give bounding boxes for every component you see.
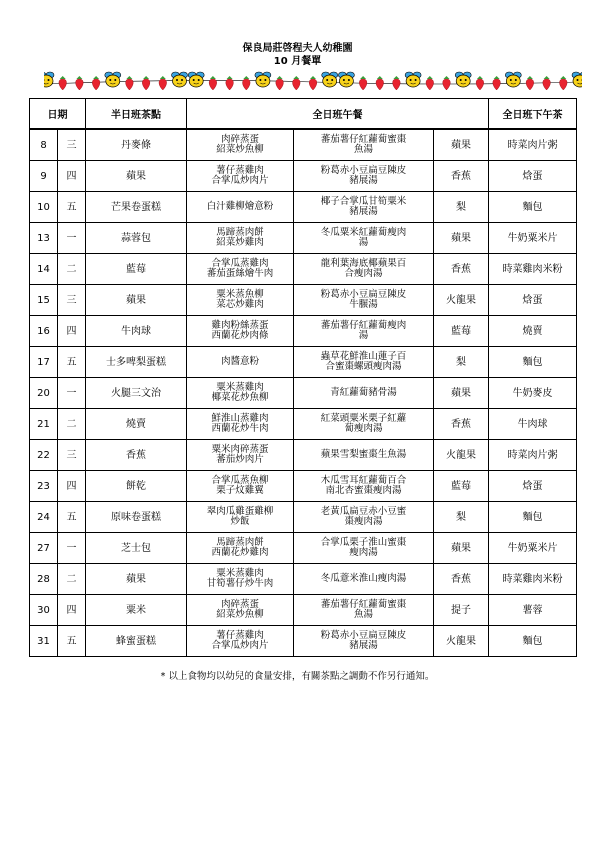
table-row xyxy=(30,440,577,471)
weekday-cell: 一 xyxy=(58,378,86,409)
lunch-dish-cell: 鮮淮山蒸雞肉 西蘭花炒牛肉 xyxy=(187,409,294,440)
table-row xyxy=(30,564,577,595)
weekday-cell: 三 xyxy=(58,285,86,316)
strawberry-icon xyxy=(560,76,568,90)
menu-table xyxy=(29,98,577,657)
header-full-day-lunch: 全日班午餐 xyxy=(187,99,489,130)
table-row xyxy=(30,533,577,564)
lunch-soup-cell: 老黃瓜扁豆赤小豆蜜 棗瘦肉湯 xyxy=(294,502,434,533)
weekday-cell: 四 xyxy=(58,316,86,347)
lunch-soup-cell: 木瓜雪耳紅蘿蔔百合 南北杏蜜棗瘦肉湯 xyxy=(294,471,434,502)
strawberry-icon xyxy=(493,76,501,90)
fruit-cell: 藍莓 xyxy=(434,471,489,502)
strawberry-icon xyxy=(92,76,100,90)
strawberry-icon xyxy=(426,76,434,90)
date-cell: 16 xyxy=(30,316,58,347)
date-cell: 28 xyxy=(30,564,58,595)
pm-snack-cell: 牛肉球 xyxy=(489,409,577,440)
weekday-cell: 三 xyxy=(58,129,86,161)
date-cell: 21 xyxy=(30,409,58,440)
weekday-cell: 五 xyxy=(58,347,86,378)
half-day-snack-cell: 芒果卷蛋糕 xyxy=(86,192,187,223)
strawberry-icon xyxy=(243,76,251,90)
bee-icon xyxy=(105,72,121,87)
half-day-snack-cell: 火腿三文治 xyxy=(86,378,187,409)
table-row xyxy=(30,192,577,223)
table-row xyxy=(30,347,577,378)
lunch-soup-cell: 粉葛赤小豆扁豆陳皮 豬展湯 xyxy=(294,626,434,657)
lunch-dish-cell: 薯仔蒸雞肉 合掌瓜炒肉片 xyxy=(187,626,294,657)
lunch-soup-cell: 紅菜頭粟米栗子紅蘿 蔔瘦肉湯 xyxy=(294,409,434,440)
weekday-cell: 二 xyxy=(58,254,86,285)
fruit-cell: 提子 xyxy=(434,595,489,626)
pm-snack-cell: 時菜肉片粥 xyxy=(489,440,577,471)
pm-snack-cell: 時菜雞肉米粉 xyxy=(489,254,577,285)
fruit-cell: 梨 xyxy=(434,347,489,378)
lunch-dish-cell: 馬蹄蒸肉餅 紹菜炒雞肉 xyxy=(187,223,294,254)
fruit-cell: 香蕉 xyxy=(434,564,489,595)
date-cell: 22 xyxy=(30,440,58,471)
weekday-cell: 一 xyxy=(58,223,86,254)
weekday-cell: 一 xyxy=(58,533,86,564)
strawberry-icon xyxy=(126,76,133,90)
half-day-snack-cell: 藍莓 xyxy=(86,254,187,285)
fruit-cell: 香蕉 xyxy=(434,161,489,192)
fruit-cell: 藍莓 xyxy=(434,316,489,347)
table-row xyxy=(30,626,577,657)
bee-icon xyxy=(322,72,338,87)
strawberry-icon xyxy=(76,76,84,90)
strawberry-icon xyxy=(59,76,66,90)
strawberry-icon xyxy=(543,76,551,90)
date-cell: 23 xyxy=(30,471,58,502)
lunch-dish-cell: 薯仔蒸雞肉 合掌瓜炒肉片 xyxy=(187,161,294,192)
lunch-dish-cell: 肉碎蒸蛋 紹菜炒魚柳 xyxy=(187,595,294,626)
strawberry-icon xyxy=(293,76,301,90)
pm-snack-cell: 牛奶粟米片 xyxy=(489,223,577,254)
fruit-cell: 梨 xyxy=(434,192,489,223)
lunch-soup-cell: 合掌瓜栗子淮山蜜棗 瘦肉湯 xyxy=(294,533,434,564)
strawberry-icon xyxy=(476,76,484,90)
strawberry-icon xyxy=(359,76,367,90)
date-cell: 24 xyxy=(30,502,58,533)
table-row xyxy=(30,223,577,254)
strawberry-icon xyxy=(276,76,284,90)
date-cell: 27 xyxy=(30,533,58,564)
lunch-dish-cell: 雞肉粉絲蒸蛋 西蘭花炒肉條 xyxy=(187,316,294,347)
fruit-cell: 火龍果 xyxy=(434,626,489,657)
bee-icon xyxy=(405,72,421,87)
fruit-cell: 火龍果 xyxy=(434,285,489,316)
weekday-cell: 四 xyxy=(58,161,86,192)
half-day-snack-cell: 蘋果 xyxy=(86,285,187,316)
half-day-snack-cell: 餅乾 xyxy=(86,471,187,502)
lunch-soup-cell: 蘋果雪梨蜜棗生魚湯 xyxy=(294,440,434,471)
lunch-dish-cell: 肉醬意粉 xyxy=(187,347,294,378)
date-cell: 20 xyxy=(30,378,58,409)
pm-snack-cell: 焓蛋 xyxy=(489,471,577,502)
date-cell: 15 xyxy=(30,285,58,316)
bee-icon xyxy=(44,72,54,87)
weekday-cell: 三 xyxy=(58,440,86,471)
bee-icon xyxy=(338,72,354,87)
lunch-soup-cell: 粉葛赤小豆扁豆陳皮 牛𦟌湯 xyxy=(294,285,434,316)
half-day-snack-cell: 丹麥條 xyxy=(86,129,187,161)
lunch-dish-cell: 粟米蒸魚柳 菜芯炒雞肉 xyxy=(187,285,294,316)
weekday-cell: 五 xyxy=(58,626,86,657)
pm-snack-cell: 麵包 xyxy=(489,347,577,378)
pm-snack-cell: 焓蛋 xyxy=(489,161,577,192)
weekday-cell: 二 xyxy=(58,564,86,595)
lunch-dish-cell: 翠肉瓜雞蛋雞柳 炒飯 xyxy=(187,502,294,533)
table-row xyxy=(30,285,577,316)
bee-icon xyxy=(188,72,204,87)
strawberry-icon xyxy=(159,76,167,90)
pm-snack-cell: 麵包 xyxy=(489,502,577,533)
bee-icon xyxy=(172,72,188,87)
pm-snack-cell: 焓蛋 xyxy=(489,285,577,316)
table-row xyxy=(30,378,577,409)
half-day-snack-cell: 士多啤梨蛋糕 xyxy=(86,347,187,378)
fruit-cell: 火龍果 xyxy=(434,440,489,471)
table-row xyxy=(30,129,577,161)
table-row xyxy=(30,316,577,347)
half-day-snack-cell: 原味卷蛋糕 xyxy=(86,502,187,533)
fruit-cell: 蘋果 xyxy=(434,378,489,409)
table-row xyxy=(30,409,577,440)
footer-note: * 以上食物均以幼兒的食量安排，有關茶點之調動不作另行通知。 xyxy=(160,671,435,682)
table-row xyxy=(30,161,577,192)
weekday-cell: 五 xyxy=(58,502,86,533)
date-cell: 14 xyxy=(30,254,58,285)
weekday-cell: 四 xyxy=(58,471,86,502)
lunch-dish-cell: 合掌瓜蒸雞肉 蕃茄蛋絲燴牛肉 xyxy=(187,254,294,285)
strawberry-icon xyxy=(376,76,384,90)
fruit-cell: 蘋果 xyxy=(434,533,489,564)
half-day-snack-cell: 蜂蜜蛋糕 xyxy=(86,626,187,657)
lunch-soup-cell: 龍利葉海底椰蘋果百 合瘦肉湯 xyxy=(294,254,434,285)
pm-snack-cell: 牛奶麥皮 xyxy=(489,378,577,409)
lunch-dish-cell: 粟米蒸雞肉 甘筍薯仔炒牛肉 xyxy=(187,564,294,595)
half-day-snack-cell: 蘋果 xyxy=(86,564,187,595)
lunch-dish-cell: 白汁雞柳燴意粉 xyxy=(187,192,294,223)
school-name: 保良局莊啓程夫人幼稚園 xyxy=(242,43,353,54)
strawberry-icon xyxy=(309,76,317,90)
lunch-soup-cell: 粉葛赤小豆扁豆陳皮 豬展湯 xyxy=(294,161,434,192)
table-row xyxy=(30,254,577,285)
menu-title: 10 月餐單 xyxy=(273,56,322,67)
table-header-row xyxy=(30,99,577,130)
half-day-snack-cell: 香蕉 xyxy=(86,440,187,471)
date-cell: 13 xyxy=(30,223,58,254)
lunch-dish-cell: 馬蹄蒸肉餅 西蘭花炒雞肉 xyxy=(187,533,294,564)
date-cell: 8 xyxy=(30,129,58,161)
pm-snack-cell: 麵包 xyxy=(489,626,577,657)
header-date: 日期 xyxy=(30,99,86,130)
strawberry-icon xyxy=(526,76,534,90)
table-row xyxy=(30,595,577,626)
lunch-soup-cell: 蟲草花鮮淮山蓮子百 合蜜棗螺頭瘦肉湯 xyxy=(294,347,434,378)
header-half-day-snack: 半日班茶點 xyxy=(86,99,187,130)
bee-icon xyxy=(505,72,521,87)
strawberry-icon xyxy=(393,76,401,90)
bee-icon xyxy=(572,72,582,87)
bee-icon xyxy=(255,72,271,87)
weekday-cell: 五 xyxy=(58,192,86,223)
strawberry-icon xyxy=(226,76,234,90)
lunch-soup-cell: 蕃茄薯仔紅蘿蔔蜜棗 魚湯 xyxy=(294,129,434,161)
lunch-soup-cell: 青紅蘿蔔豬骨湯 xyxy=(294,378,434,409)
bee-icon xyxy=(455,72,471,87)
header-full-day-pm-snack: 全日班下午茶 xyxy=(489,99,577,130)
date-cell: 10 xyxy=(30,192,58,223)
table-row xyxy=(30,471,577,502)
strawberry-icon xyxy=(209,76,217,90)
pm-snack-cell: 時菜肉片粥 xyxy=(489,129,577,161)
weekday-cell: 四 xyxy=(58,595,86,626)
decorative-border xyxy=(44,70,582,92)
lunch-dish-cell: 粟米蒸雞肉 椰菜花炒魚柳 xyxy=(187,378,294,409)
lunch-soup-cell: 蕃茄薯仔紅蘿蔔瘦肉 湯 xyxy=(294,316,434,347)
pm-snack-cell: 燒賣 xyxy=(489,316,577,347)
half-day-snack-cell: 蘋果 xyxy=(86,161,187,192)
half-day-snack-cell: 粟米 xyxy=(86,595,187,626)
lunch-dish-cell: 合掌瓜蒸魚柳 栗子炆雞翼 xyxy=(187,471,294,502)
fruit-cell: 蘋果 xyxy=(434,129,489,161)
fruit-cell: 梨 xyxy=(434,502,489,533)
strawberry-icon xyxy=(142,76,150,90)
pm-snack-cell: 麵包 xyxy=(489,192,577,223)
lunch-soup-cell: 蕃茄薯仔紅蘿蔔蜜棗 魚湯 xyxy=(294,595,434,626)
pm-snack-cell: 時菜雞肉米粉 xyxy=(489,564,577,595)
date-cell: 17 xyxy=(30,347,58,378)
half-day-snack-cell: 牛肉球 xyxy=(86,316,187,347)
half-day-snack-cell: 蒜蓉包 xyxy=(86,223,187,254)
date-cell: 31 xyxy=(30,626,58,657)
half-day-snack-cell: 燒賣 xyxy=(86,409,187,440)
lunch-dish-cell: 肉碎蒸蛋 紹菜炒魚柳 xyxy=(187,129,294,161)
lunch-soup-cell: 冬瓜薏米淮山瘦肉湯 xyxy=(294,564,434,595)
lunch-soup-cell: 冬瓜粟米紅蘿蔔瘦肉 湯 xyxy=(294,223,434,254)
lunch-soup-cell: 椰子合掌瓜甘筍粟米 豬展湯 xyxy=(294,192,434,223)
fruit-cell: 香蕉 xyxy=(434,254,489,285)
pm-snack-cell: 薯蓉 xyxy=(489,595,577,626)
fruit-cell: 香蕉 xyxy=(434,409,489,440)
date-cell: 9 xyxy=(30,161,58,192)
table-row xyxy=(30,502,577,533)
fruit-cell: 蘋果 xyxy=(434,223,489,254)
half-day-snack-cell: 芝士包 xyxy=(86,533,187,564)
lunch-dish-cell: 粟米肉碎蒸蛋 蕃茄炒肉片 xyxy=(187,440,294,471)
date-cell: 30 xyxy=(30,595,58,626)
weekday-cell: 二 xyxy=(58,409,86,440)
pm-snack-cell: 牛奶粟米片 xyxy=(489,533,577,564)
strawberry-icon xyxy=(443,76,451,90)
